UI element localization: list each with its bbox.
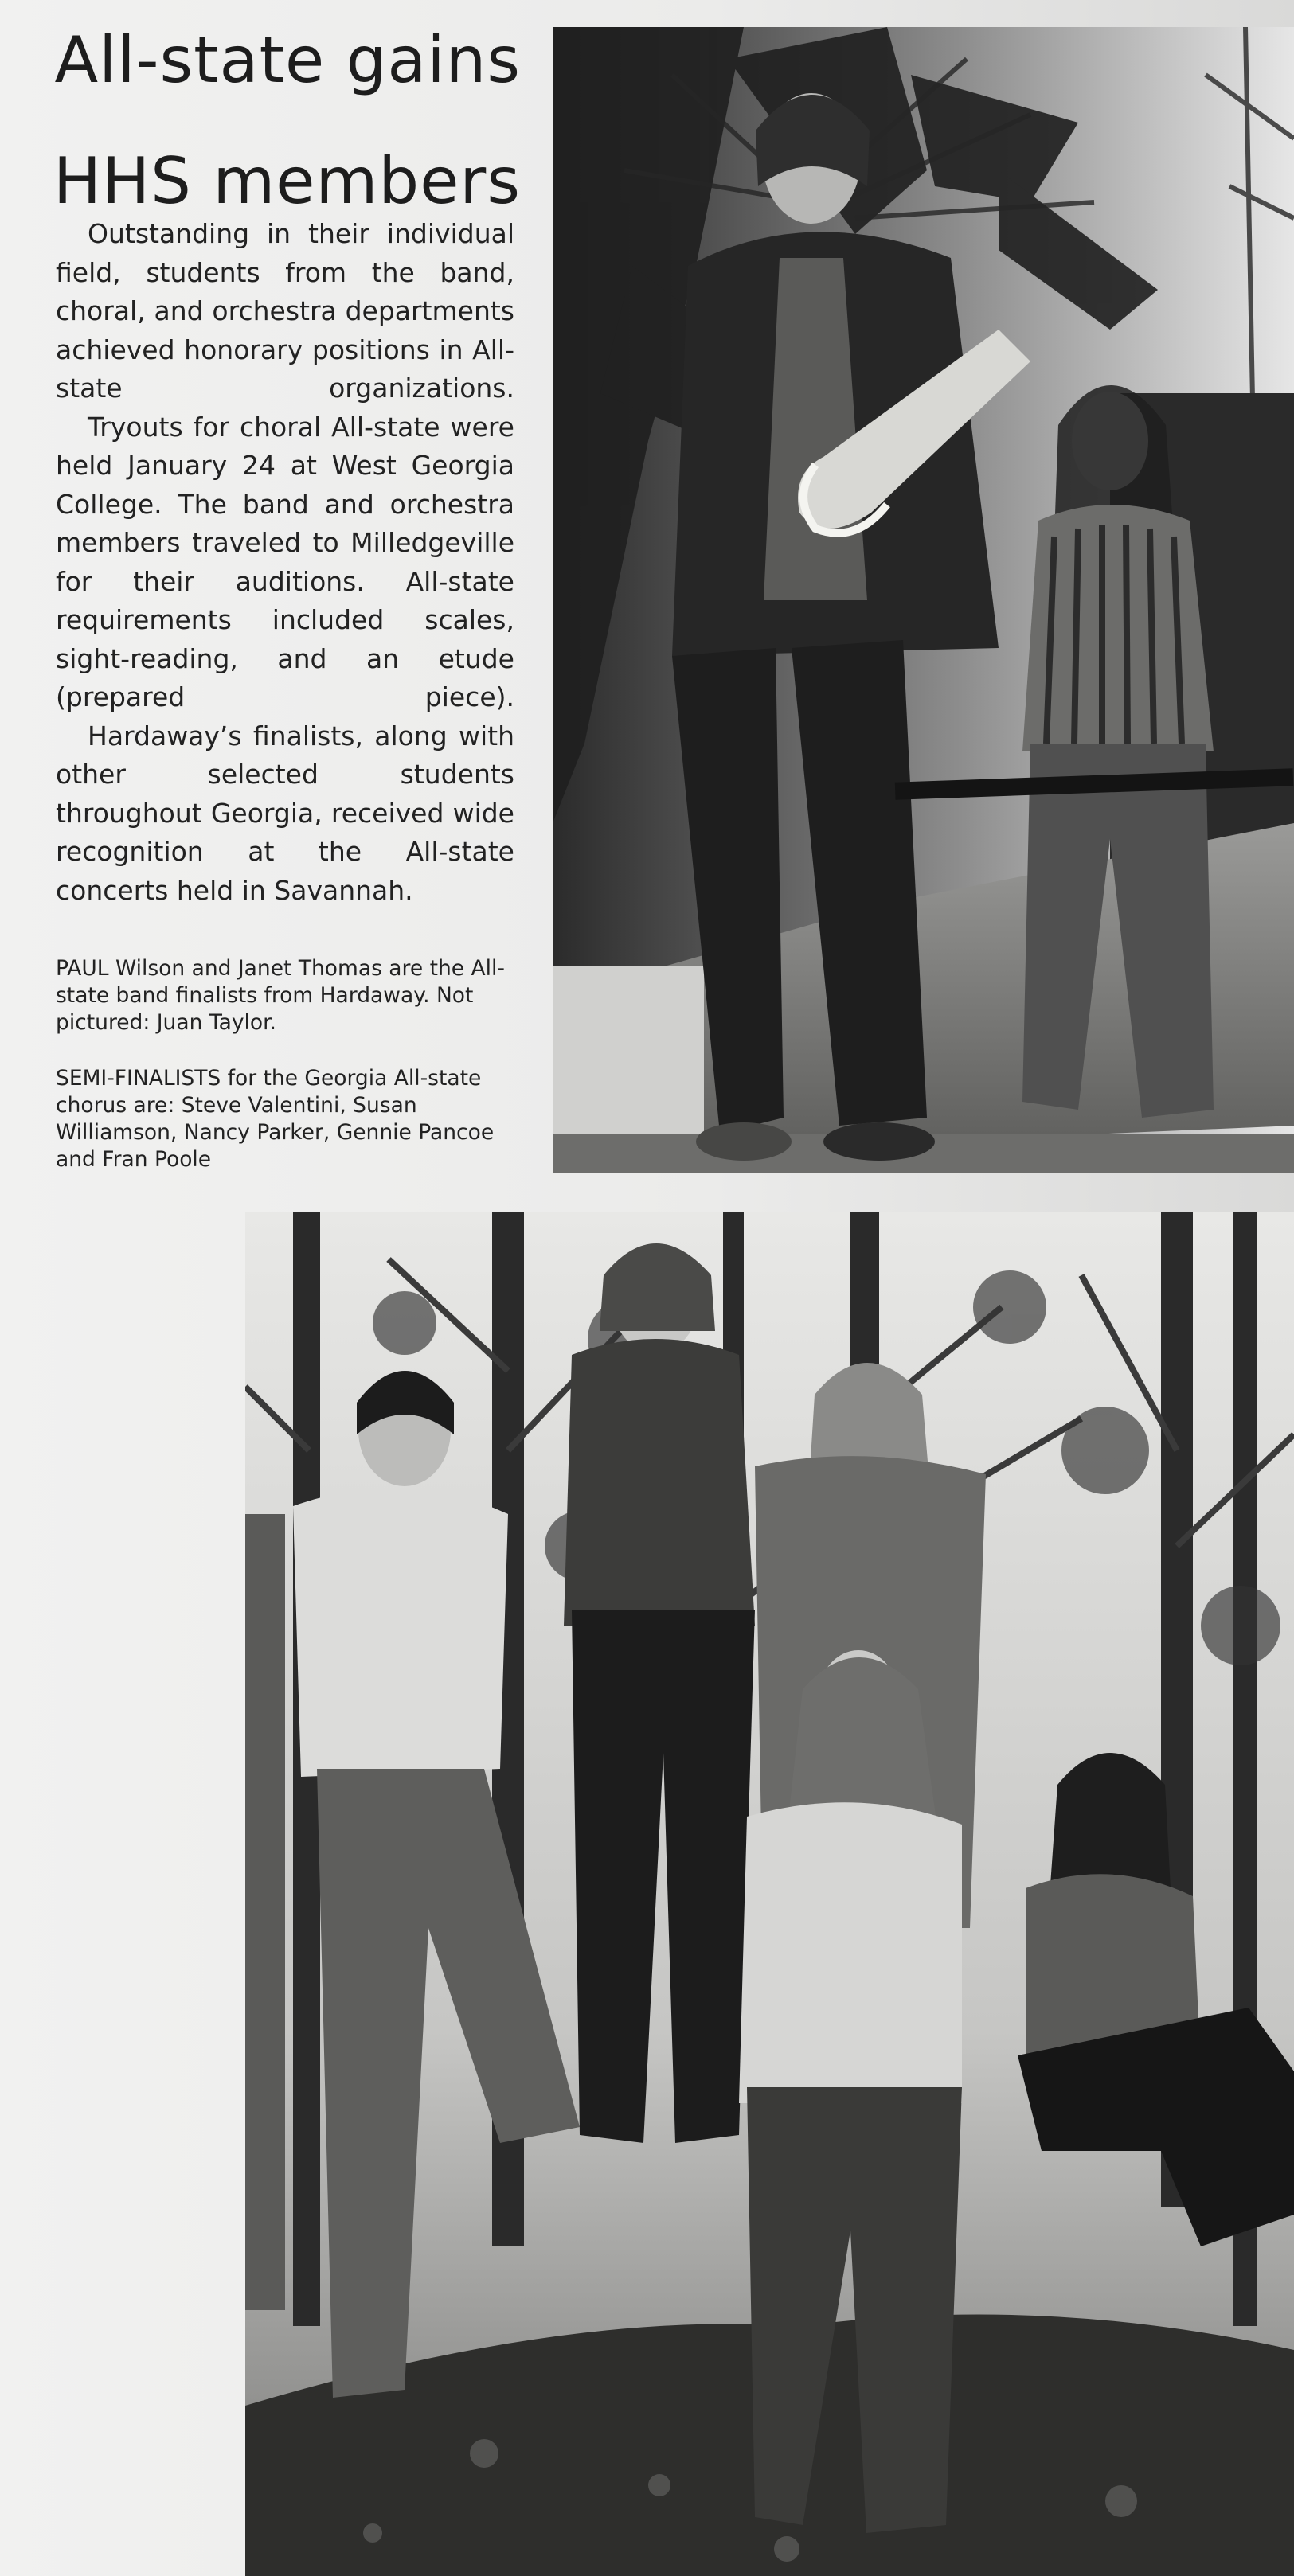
paragraph-1: Outstanding in their individual field, students from the band, choral, and orchestra departments achieved honorary positions in All-state organizations.: [56, 218, 514, 404]
band-photo-caption: PAUL Wilson and Janet Thomas are the All-state band finalists from Hardaway. Not pictured: Juan Taylor.: [56, 956, 505, 1035]
chorus-semifinalists-photo: [245, 1212, 1294, 2576]
paragraph-2: Tryouts for choral All-state were held January 24 at West Georgia College. The band and orchestra members traveled to Milledgeville for their auditions. All-state requirements included scales, sight-reading, and an etude (prepared piece).: [56, 411, 514, 712]
band-finalists-photo: [553, 27, 1294, 1173]
headline-line-2: HHS members: [53, 144, 521, 218]
page-title: [27, 0, 521, 242]
chorus-photo-caption: SEMI-FINALISTS for the Georgia All-state chorus are: Steve Valentini, Susan Williamson, Nancy Parker, Gennie Pancoe and Fran Poole: [56, 1066, 495, 1172]
chorus-semifinalists-illustration: [245, 1212, 1294, 2576]
band-finalists-illustration: [553, 27, 1294, 1173]
article-body: [56, 215, 514, 910]
headline-line-1: All-state gains: [54, 23, 521, 97]
paragraph-3: Hardaway’s finalists, along with other selected students throughout Georgia, received wide recognition at the All-state concerts held in Savannah.: [56, 720, 514, 906]
